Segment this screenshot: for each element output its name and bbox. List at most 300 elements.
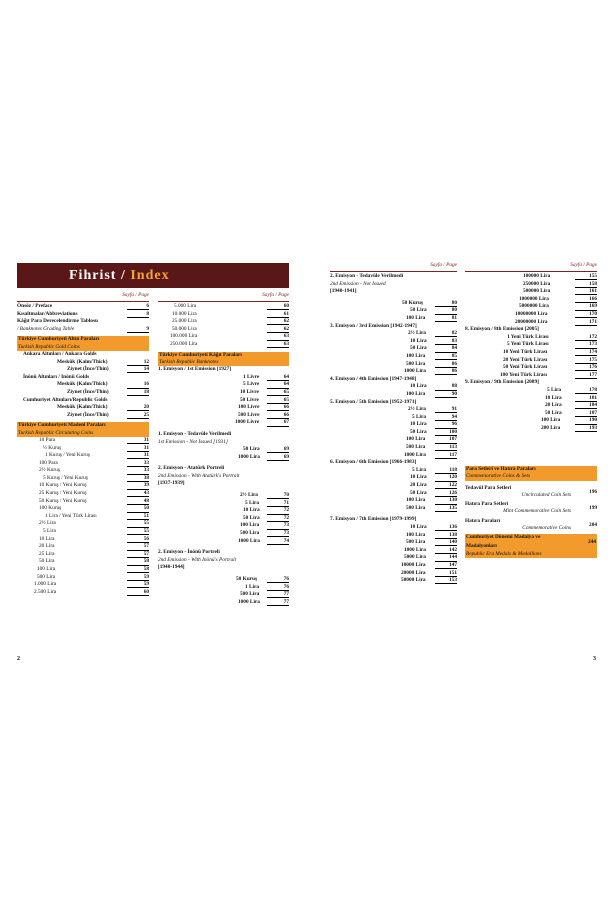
entry-page: 63	[267, 334, 289, 340]
entry-page: 70	[267, 493, 289, 499]
entry-page: 144	[435, 555, 457, 561]
entry-page: 190	[575, 418, 597, 424]
index-entry	[330, 324, 457, 332]
right-column-2	[465, 263, 597, 433]
entry-title: 500 Lira	[240, 591, 260, 598]
entry-title: 50 Kuruş	[402, 299, 424, 306]
entry-title: 10.000 Lira	[172, 310, 197, 317]
index-entry	[330, 289, 457, 297]
entry-title: 100 Lira	[541, 417, 561, 424]
entry-title: 4. Emisyon / 4th Emission [1947-1948]	[330, 375, 417, 382]
entry-title: 5000 Lira	[404, 554, 426, 561]
entry-title: 2½ Lira	[240, 492, 258, 499]
index-entry	[330, 301, 457, 309]
entry-page: 6	[127, 304, 149, 310]
entry-title: 2. Emisyon - Tedavüle Verilmedi	[330, 273, 404, 279]
entry-page: 171	[575, 320, 597, 326]
entry-page: 158	[575, 282, 597, 288]
entry-title: 2nd Emission - Not Issued	[330, 280, 386, 287]
entry-title: 100 Lira	[406, 314, 426, 321]
entry-page: 69	[267, 455, 289, 461]
index-entry	[330, 483, 457, 491]
entry-title: Kısaltmalar/Abbreviations	[17, 310, 78, 317]
entry-page: 33	[127, 468, 149, 474]
entry-page: 20	[127, 405, 149, 411]
entry-page: 12	[127, 360, 149, 366]
entry-title: 25 Kuruş / Yeni Kuruş	[39, 490, 87, 497]
entry-title: Önsöz / Preface	[17, 303, 53, 309]
entry-page: 57	[127, 544, 149, 550]
entry-title: [1940-1944]	[158, 564, 185, 571]
index-entry	[330, 563, 457, 571]
index-entry	[330, 377, 457, 385]
entry-title: 50 Kuruş / Yeni Kuruş	[39, 497, 87, 504]
entry-title: 50 Lira	[410, 345, 427, 352]
index-entry	[17, 453, 149, 461]
entry-page: 84	[435, 346, 457, 352]
index-entry	[465, 388, 597, 396]
entry-page: 117	[435, 453, 457, 459]
index-entry	[465, 380, 597, 388]
index-entry	[465, 411, 597, 419]
entry-page: 56	[127, 537, 149, 543]
entry-page: 71	[267, 501, 289, 507]
index-banner	[17, 263, 289, 288]
entry-page: 184	[575, 403, 597, 409]
entry-title: 1000000 Lira	[519, 295, 549, 302]
entry-page: 94	[435, 415, 457, 421]
medals-sub: Republic Era Medals & Medallions	[466, 550, 542, 557]
entry-title: 10 Lira	[410, 421, 427, 428]
index-entry	[465, 418, 597, 426]
entry-page: 82	[435, 331, 457, 337]
entry-title: 5 Yeni Türk Lirası	[507, 341, 549, 348]
index-entry	[158, 398, 289, 406]
index-entry	[330, 533, 457, 541]
entry-page: 181	[575, 396, 597, 402]
entry-page: 85	[435, 354, 457, 360]
index-entry	[330, 308, 457, 316]
entry-page: 178	[575, 388, 597, 394]
entry-title: Ziynet (İnce/Thin)	[67, 388, 109, 395]
entry-page: 8	[127, 312, 149, 318]
entry-title: 20000000 Lira	[515, 318, 548, 325]
entry-title: 1.000 Lira	[34, 581, 57, 588]
index-entry	[158, 455, 289, 463]
banner-sep: /	[116, 268, 131, 283]
entry-title: Meskûk (Kalın/Thick)	[57, 358, 108, 365]
entry-title: 10 Lira	[410, 337, 427, 344]
entry-title: 5 Lira	[245, 499, 259, 506]
index-entry	[158, 493, 289, 501]
entry-page: 176	[575, 365, 597, 371]
left-column-1	[17, 293, 149, 597]
entry-title: 20000 Lira	[401, 569, 426, 576]
entry-title: 100000 Lira	[523, 273, 551, 279]
index-entry	[330, 415, 457, 423]
index-entry	[330, 331, 457, 339]
entry-page: 76	[267, 577, 289, 583]
index-entry	[330, 491, 457, 499]
entry-title: 5 Lira	[412, 466, 426, 473]
index-entry	[330, 445, 457, 453]
page-header-label: Sayfa / Page	[17, 293, 149, 302]
entry-title: 500 Livre	[238, 411, 260, 418]
entry-title: 500 Lira	[406, 360, 426, 367]
index-entry	[330, 400, 457, 408]
entry-page: 91	[435, 407, 457, 413]
index-entry	[158, 447, 289, 455]
index-entry	[158, 367, 289, 375]
entry-page: 151	[435, 571, 457, 577]
entry-page: 59	[127, 582, 149, 588]
index-entry	[17, 327, 149, 335]
entry-page: 80	[435, 301, 457, 307]
entry-title: 5000000 Lira	[519, 303, 549, 310]
entry-title: 8. Emisyon / 8th Emission [2005]	[465, 326, 539, 333]
entry-title: 500000 Lira	[523, 288, 551, 295]
index-entry	[158, 375, 289, 383]
index-entry	[330, 339, 457, 347]
entry-title: 1. Emisyon - Tedavüle Verilmedi	[158, 430, 232, 437]
entry-title: 10 Lira	[410, 474, 427, 481]
sets-section	[465, 464, 597, 558]
index-entry	[330, 437, 457, 445]
index-entry	[17, 413, 149, 421]
entry-title: 50 Lira	[410, 307, 427, 314]
right-column-1	[330, 263, 457, 586]
entry-page: 135	[435, 506, 457, 512]
entry-title: 100 Lira	[406, 390, 426, 397]
entry-title: / Banknotes Grading Table	[17, 325, 75, 332]
entry-page: 77	[267, 600, 289, 606]
entry-title: 10 Lira	[39, 535, 55, 542]
entry-page: 62	[267, 327, 289, 333]
entry-title: 50 Kuruş	[236, 576, 258, 582]
entry-title: 50 Lira	[545, 409, 562, 416]
entry-title: 1000 Lira	[404, 546, 426, 553]
entry-page: 86	[435, 369, 457, 375]
entry-title: 50 Lira	[410, 489, 427, 496]
entry-title: 1000 Lira	[404, 368, 426, 375]
entry-page: 136	[435, 525, 457, 531]
entry-title: 10 Lira	[545, 394, 562, 401]
index-entry	[158, 592, 289, 600]
entry-title: 10 Kuruş / Yeni Kuruş	[39, 482, 87, 489]
entry-page: 130	[435, 498, 457, 504]
entry-page: 31	[127, 453, 149, 459]
entry-title: 1 Kuruş / Yeni Kuruş	[45, 452, 90, 459]
entry-title: 100 Lira	[240, 522, 260, 529]
entry-page: 153	[435, 578, 457, 584]
entry-title: 2nd Emission - With Inönü's Portrait	[158, 556, 237, 563]
entry-page: 31	[127, 446, 149, 452]
entry-title: 100 Yeni Türk Lirası	[500, 371, 547, 378]
entry-title: 250.000 Lira	[170, 340, 198, 347]
entry-title: 10 Yeni Türk Lirası	[503, 348, 548, 355]
entry-page: 62	[267, 319, 289, 325]
index-entry	[17, 529, 149, 537]
entry-page: 16	[127, 382, 149, 388]
entry-title: 100 Lira	[406, 531, 426, 538]
entry-page: 73	[267, 523, 289, 529]
entry-page: 193	[575, 426, 597, 432]
entry-title: 7. Emisyon / 7th Emission [1979-1999]	[330, 516, 417, 523]
entry-page: 58	[127, 567, 149, 573]
uncirculated-sets-sub: Uncirculated Coin Sets	[521, 491, 571, 498]
entry-title: 50.000 Lira	[172, 325, 197, 332]
left-column-2	[158, 293, 289, 607]
entry-page: 65	[267, 398, 289, 404]
index-entry	[17, 521, 149, 529]
entry-page: 161	[575, 289, 597, 295]
index-entry	[158, 565, 289, 573]
index-entry	[330, 571, 457, 579]
entry-title: 10 Lira	[243, 507, 260, 514]
section-header: Türkiye Cumhuriyeti Madeni Paraları Turkish Republic Circulating Coins	[17, 422, 149, 437]
index-entry	[158, 342, 289, 350]
index-entry	[465, 403, 597, 411]
entry-title: 2. Emisyon - İnönü Portreli	[158, 549, 220, 556]
index-entry	[330, 548, 457, 556]
entry-page: 120	[435, 475, 457, 481]
index-entry	[158, 413, 289, 421]
entry-page: 169	[575, 304, 597, 310]
entry-title: 1 Lira	[245, 583, 259, 590]
commemorative-coins: Hatıra Paraları 204	[465, 517, 597, 528]
entry-page: 55	[127, 529, 149, 535]
entry-title: 20 Lira	[410, 482, 427, 489]
entry-title: 5 Lira	[43, 528, 56, 535]
entry-page: 65	[267, 390, 289, 396]
entry-title: 1000 Livre	[235, 419, 260, 426]
index-entry	[158, 600, 289, 608]
entry-title: 2½ Lira	[408, 406, 426, 413]
entry-page: 61	[267, 312, 289, 318]
entry-page: 50	[127, 506, 149, 512]
entry-page: 60	[127, 590, 149, 596]
entry-page: 126	[435, 491, 457, 497]
index-entry	[330, 525, 457, 533]
entry-page: 63	[267, 342, 289, 348]
entry-title: 1 Livre	[243, 373, 260, 380]
entry-page: 138	[435, 533, 457, 539]
index-entry	[158, 516, 289, 524]
entry-page: 51	[127, 514, 149, 520]
entry-page: 39	[127, 483, 149, 489]
section-header: Türkiye Cumhuriyeti Kâğıt Paraları Turkish Republic Banknotes	[158, 352, 289, 367]
index-entry	[465, 426, 597, 434]
entry-title: 5 Kuruş / Yeni Kuruş	[43, 474, 88, 481]
entry-title: 100 Kuruş	[39, 505, 62, 512]
banner-index: Index	[130, 268, 170, 283]
page-header-label: Sayfa / Page	[158, 293, 289, 302]
index-entry	[330, 407, 457, 415]
entry-title: 10 Para	[39, 436, 56, 443]
index-entry	[330, 430, 457, 438]
page-header-label: Sayfa / Page	[465, 263, 597, 272]
entry-title: 6. Emisyon / 6th Emission [1966-1983]	[330, 459, 417, 466]
entry-page: 142	[435, 548, 457, 554]
entry-title: 2. Emisyon - Atatürk Portreli	[158, 465, 225, 472]
index-entry	[17, 590, 149, 598]
entry-title: 100.000 Lira	[170, 333, 198, 340]
index-entry	[158, 420, 289, 428]
entry-page: 18	[127, 390, 149, 396]
commemorative-coins-sub: Commemorative Coins	[522, 525, 571, 532]
entry-page: 81	[435, 316, 457, 322]
entry-title: 500 Lira	[240, 530, 260, 537]
entry-title: 500 Lira	[406, 504, 426, 511]
entry-page: 31	[127, 438, 149, 444]
entry-page: 173	[575, 342, 597, 348]
page-header-label: Sayfa / Page	[330, 263, 457, 272]
index-entry	[17, 552, 149, 560]
entry-title: 100 Lira	[406, 352, 426, 359]
entry-page: 67	[267, 420, 289, 426]
entry-title: 50 Livre	[240, 396, 259, 403]
entry-page: 155	[575, 274, 597, 280]
entry-title: 10 Lira	[410, 524, 427, 530]
entry-title: 20 Lira	[39, 543, 55, 550]
entry-title: 20 Yeni Türk Lirası	[503, 356, 548, 363]
entry-title: Kâğıt Para Derecelendirme Tablosu	[17, 318, 98, 325]
entry-title: 2.500 Lira	[34, 588, 57, 595]
entry-page: 73	[267, 531, 289, 537]
entry-title: 1. Emisyon / 1st Emission [1927]	[158, 366, 231, 373]
entry-title: ½ Kuruş	[43, 444, 62, 451]
index-entry	[158, 577, 289, 585]
entry-page: 88	[435, 384, 457, 390]
section-sets: Para Setleri ve Hatıra Paraları Commemorative Coins & Sets	[465, 466, 597, 481]
banner-fihrist: Fihrist	[69, 268, 117, 283]
entry-title: 5 Lira	[547, 386, 561, 393]
uncirculated-sets: Tedavül Para Setleri 196	[465, 484, 597, 495]
entry-title: 100 Lira	[406, 497, 426, 504]
entry-title: 2½ Kuruş	[39, 467, 60, 474]
entry-title: 1000 Lira	[404, 451, 426, 458]
entry-title: İnönü Altınları / Inönü Golds	[23, 373, 90, 380]
index-entry	[158, 405, 289, 413]
entry-title: 2nd Emission - With Atatürk's Portrait	[158, 472, 240, 479]
entry-title: 9. Emisyon / 9th Emission [2009]	[465, 379, 539, 386]
page-number-left: 2	[17, 656, 20, 662]
index-entry	[17, 544, 149, 552]
entry-title: 10 Lira	[410, 383, 427, 390]
entry-title: [1937-1939]	[158, 480, 185, 487]
index-entry	[330, 506, 457, 514]
entry-page: 140	[435, 540, 457, 546]
entry-page: 113	[435, 445, 457, 451]
entry-page: 66	[267, 413, 289, 419]
entry-page: 175	[575, 358, 597, 364]
entry-page: 187	[575, 411, 597, 417]
entry-title: 500 Lira	[37, 573, 56, 580]
entry-title: 50 Lira	[410, 428, 427, 435]
entry-title: Meskûk (Kalın/Thick)	[57, 381, 108, 388]
entry-page: 48	[127, 499, 149, 505]
entry-page: 107	[435, 437, 457, 443]
page-number-right: 3	[593, 656, 596, 662]
index-entry	[330, 460, 457, 468]
entry-title: 200 Lira	[541, 424, 561, 431]
index-entry	[330, 540, 457, 548]
entry-title: 5 Lira	[412, 413, 426, 420]
entry-title: 50 Lira	[243, 446, 260, 453]
entry-page: 38	[127, 476, 149, 482]
index-entry	[17, 461, 149, 469]
entry-page: 172	[575, 335, 597, 341]
entry-title: 250000 Lira	[523, 280, 551, 287]
entry-page: 76	[267, 585, 289, 591]
entry-page: 43	[127, 491, 149, 497]
entry-page: 96	[435, 422, 457, 428]
entry-page: 170	[575, 312, 597, 318]
entry-title: [1940-1941]	[330, 288, 357, 295]
index-entry	[330, 517, 457, 525]
index-entry	[465, 396, 597, 404]
entry-page: 66	[267, 405, 289, 411]
index-entry	[330, 578, 457, 586]
index-entry	[158, 585, 289, 593]
entry-page: 177	[575, 373, 597, 379]
entry-page: 74	[267, 539, 289, 545]
entry-title: 50 Lira	[39, 558, 55, 565]
index-entry	[330, 475, 457, 483]
entry-title: Ziynet (İnce/Thin)	[67, 411, 109, 418]
entry-page: 100	[435, 430, 457, 436]
entry-page: 147	[435, 563, 457, 569]
entry-title: Ankara Altınları / Ankara Golds	[23, 350, 97, 357]
entry-title: 100 Lira	[37, 566, 56, 572]
entry-page: 122	[435, 483, 457, 489]
entry-page: 60	[267, 304, 289, 310]
entry-title: 50 Yeni Türk Lirası	[503, 364, 548, 371]
section-medals	[465, 534, 597, 558]
entry-title: 10000000 Lira	[515, 310, 548, 317]
index-entry	[158, 539, 289, 547]
entry-title: 100 Livre	[238, 404, 260, 411]
medals-line1: Cumhuriyet Dönemi Madalya ve	[466, 534, 541, 541]
index-entry	[17, 438, 149, 446]
section-header: Türkiye Cumhuriyeti Altın Paraları Turkish Republic Gold Coins	[17, 336, 149, 351]
entry-title: 10 Livre	[240, 388, 259, 395]
index-entry	[330, 384, 457, 392]
entry-page: 72	[267, 516, 289, 522]
index-entry	[17, 499, 149, 507]
entry-page: 90	[435, 392, 457, 398]
entry-title: 5.000 Lira	[174, 303, 197, 309]
index-entry	[330, 346, 457, 354]
index-entry	[330, 555, 457, 563]
index-entry	[17, 514, 149, 522]
index-entry	[158, 390, 289, 398]
entry-title: 50000 Lira	[401, 577, 426, 584]
entry-title: 1000 Lira	[238, 537, 260, 544]
entry-title: 20 Lira	[545, 402, 562, 409]
entry-page: 14	[127, 367, 149, 373]
entry-page: 57	[127, 552, 149, 558]
entry-title: 1st Emission - Not Issued [1931]	[158, 438, 228, 445]
entry-page: 72	[267, 508, 289, 514]
index-entry	[17, 537, 149, 545]
entry-title: 25 Lira	[39, 550, 55, 557]
entry-page: 86	[435, 362, 457, 368]
entry-title: 1000 Lira	[238, 453, 260, 460]
index-entry	[330, 362, 457, 370]
entry-page: 83	[435, 339, 457, 345]
medals-line2: Madalyonları 244	[466, 538, 596, 549]
